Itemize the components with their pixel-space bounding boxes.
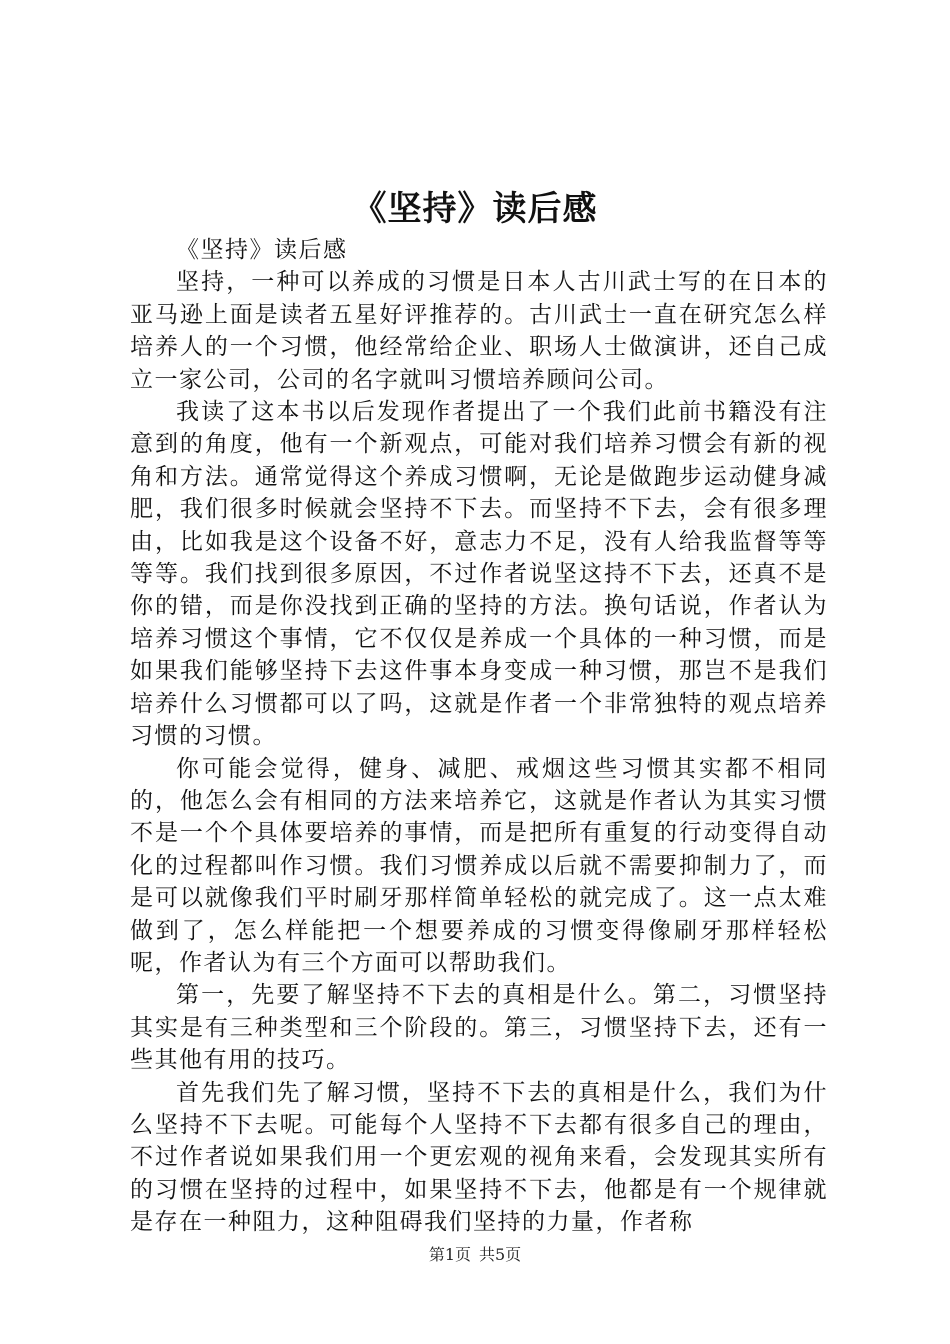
page-footer (0, 1244, 950, 1266)
page-total: 共5页 (479, 1245, 522, 1264)
body-paragraph: 你可能会觉得，健身、减肥、戒烟这些习惯其实都不相同的，他怎么会有相同的方法来培养它，这就是作者认为其实习惯不是一个个具体要培养的事情，而是把所有重复的行动变得自动化的过程都叫作习惯。我们习惯养成以后就不需要抑制力了，而是可以就像我们平时刷牙那样简单轻松的就完成了。这一点太难做到了，怎么样能把一个想要养成的习惯变得像刷牙那样轻松呢，作者认为有三个方面可以帮助我们。 (130, 755, 828, 976)
document-body (130, 234, 828, 1239)
document-title: 《坚持》读后感 (352, 189, 598, 229)
body-paragraph: 第一，先要了解坚持不下去的真相是什么。第二，习惯坚持其实是有三种类型和三个阶段的。第三，习惯坚持下去，还有一些其他有用的技巧。 (130, 982, 828, 1074)
body-paragraph: 首先我们先了解习惯，坚持不下去的真相是什么，我们为什么坚持不下去呢。可能每个人坚持不下去都有很多自己的理由，不过作者说如果我们用一个更宏观的视角来看，会发现其实所有的习惯在坚持的过程中，如果坚持不下去，他都是有一个规律就是存在一种阻力，这种阻碍我们坚持的力量，作者称 (130, 1079, 828, 1236)
body-paragraph: 坚持，一种可以养成的习惯是日本人古川武士写的在日本的亚马逊上面是读者五星好评推荐的。古川武士一直在研究怎么样培养人的一个习惯，他经常给企业、职场人士做演讲，还自己成立一家公司，公司的名字就叫习惯培养顾问公司。 (130, 269, 828, 393)
page-number: 第1页 (428, 1245, 471, 1264)
body-paragraph: 我读了这本书以后发现作者提出了一个我们此前书籍没有注意到的角度，他有一个新观点，可能对我们培养习惯会有新的视角和方法。通常觉得这个养成习惯啊，无论是做跑步运动健身减肥，我们很多时候就会坚持不下去。而坚持不下去，会有很多理由，比如我是这个设备不好，意志力不足，没有人给我监督等等等等。我们找到很多原因，不过作者说坚这持不下去，还真不是你的错，而是你没找到正确的坚持的方法。换句话说，作者认为培养习惯这个事情，它不仅仅是养成一个具体的一种习惯，而是如果我们能够坚持下去这件事本身变成一种习惯，那岂不是我们培养什么习惯都可以了吗，这就是作者一个非常独特的观点培养习惯的习惯。 (130, 399, 828, 750)
subtitle-paragraph: 《坚持》读后感 (176, 237, 348, 263)
